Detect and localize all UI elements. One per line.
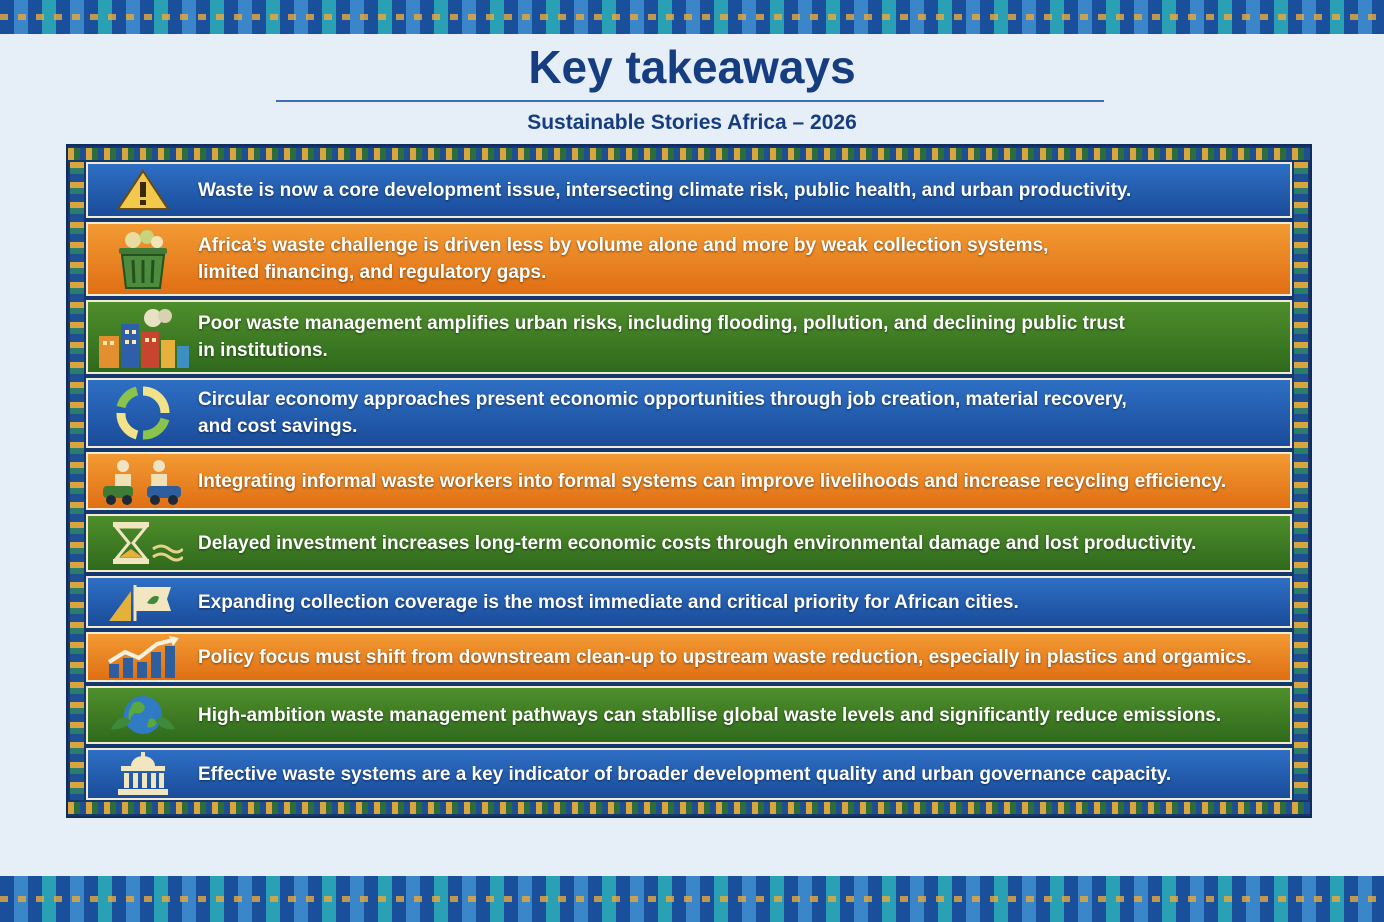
takeaway-line: Africa’s waste challenge is driven less by volume alone and more by weak collection systems, xyxy=(198,235,1049,256)
takeaway-line: Integrating informal waste workers into formal systems can improve livelihoods and increase recycling efficiency. xyxy=(198,470,1227,492)
takeaway-line: Expanding collection coverage is the most immediate and critical priority for African cities. xyxy=(198,591,1019,613)
government-building-icon xyxy=(88,750,198,798)
title-divider xyxy=(276,100,1104,102)
recycling-cycle-icon xyxy=(88,380,198,446)
page-subtitle: Sustainable Stories Africa – 2026 xyxy=(527,111,857,134)
hourglass-icon xyxy=(88,516,198,570)
takeaway-line: Policy focus must shift from downstream clean-up to upstream waste reduction, especially in plastics and orgamics. xyxy=(198,646,1252,668)
globe-leaves-icon xyxy=(88,688,198,742)
takeaway-row xyxy=(86,162,1292,218)
top-decorative-border xyxy=(0,0,1384,34)
takeaway-line: Circular economy approaches present economic opportunities through job creation, material recovery, xyxy=(198,389,1127,410)
takeaway-row xyxy=(86,632,1292,682)
panel-right-pattern xyxy=(1294,162,1308,800)
takeaway-line: Waste is now a core development issue, intersecting climate risk, public health, and urban productivity. xyxy=(198,179,1132,201)
bottom-decorative-border xyxy=(0,876,1384,922)
panel-left-pattern xyxy=(70,162,84,800)
takeaway-row xyxy=(86,378,1292,448)
takeaway-line: Poor waste management amplifies urban risks, including flooding, pollution, and declining public trust xyxy=(198,313,1125,334)
takeaway-text xyxy=(198,310,1290,364)
takeaway-text xyxy=(198,386,1290,440)
takeaway-text xyxy=(198,530,1290,557)
takeaway-text xyxy=(198,468,1290,495)
waste-workers-icon xyxy=(88,454,198,508)
takeaway-text xyxy=(198,177,1290,204)
takeaway-line: and cost savings. xyxy=(198,416,358,437)
takeaway-row xyxy=(86,576,1292,628)
takeaway-line: High-ambition waste management pathways can stabllise global waste levels and significantly reduce emissions. xyxy=(198,704,1222,726)
takeaway-row xyxy=(86,300,1292,374)
takeaways-panel xyxy=(66,144,1312,818)
warning-icon xyxy=(88,164,198,216)
takeaway-text xyxy=(198,702,1290,729)
panel-top-pattern xyxy=(68,148,1310,160)
takeaway-row xyxy=(86,222,1292,296)
waste-bin-icon xyxy=(88,224,198,294)
takeaway-text xyxy=(198,644,1290,671)
panel-bottom-pattern xyxy=(68,802,1310,814)
takeaway-text xyxy=(198,761,1290,788)
takeaway-row xyxy=(86,514,1292,572)
takeaway-line: Effective waste systems are a key indicator of broader development quality and urban governance capacity. xyxy=(198,763,1172,785)
takeaway-row xyxy=(86,686,1292,744)
takeaway-line: Delayed investment increases long-term economic costs through environmental damage and lost productivity. xyxy=(198,532,1197,554)
takeaway-text xyxy=(198,232,1290,286)
takeaway-row xyxy=(86,452,1292,510)
collection-flag-icon xyxy=(88,578,198,626)
takeaway-line: in institutions. xyxy=(198,340,328,361)
takeaway-text xyxy=(198,589,1290,616)
page-title: Key takeaways xyxy=(528,41,856,93)
takeaway-line: limited financing, and regulatory gaps. xyxy=(198,262,547,283)
city-pollution-icon xyxy=(88,302,198,372)
upward-trend-icon xyxy=(88,634,198,680)
takeaway-row xyxy=(86,748,1292,800)
